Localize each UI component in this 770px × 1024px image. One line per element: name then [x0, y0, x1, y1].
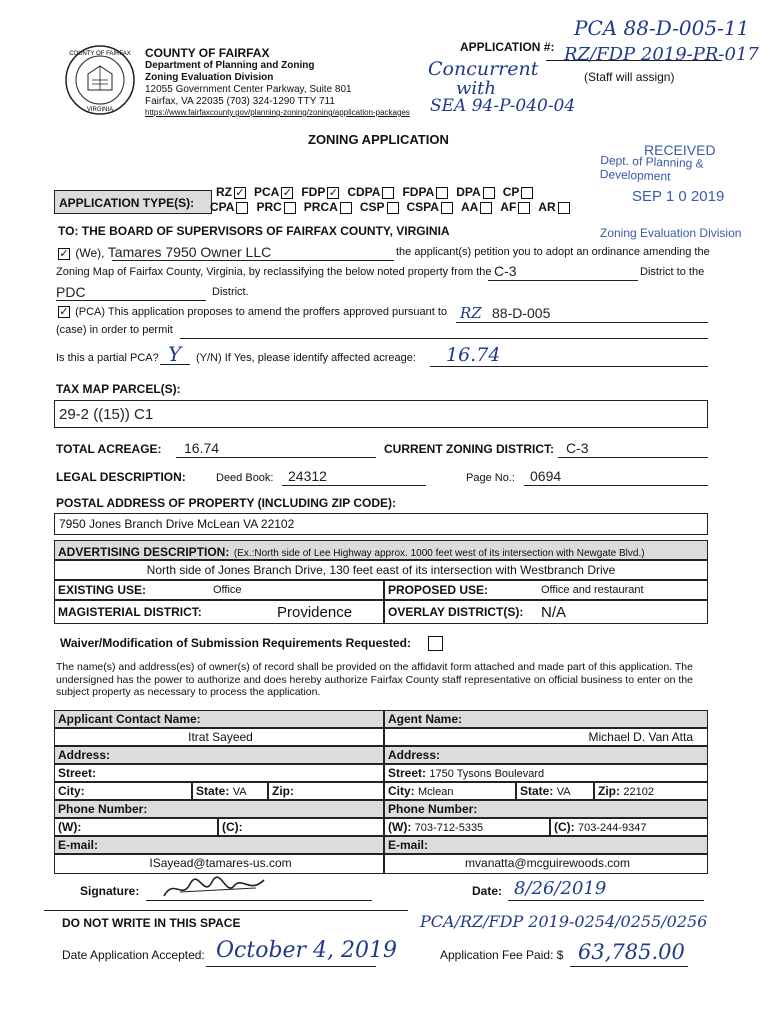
existing-use-label: EXISTING USE: [58, 583, 147, 597]
current-zoning-value[interactable]: C-3 [566, 440, 589, 456]
application-types-row-1 [216, 185, 541, 199]
we-label: (We), [75, 246, 105, 260]
pca-case-number[interactable]: 88-D-005 [492, 305, 551, 321]
advert-value-box[interactable] [54, 560, 708, 580]
app-type-label: CDPA [347, 185, 381, 199]
existing-use-value: Office [213, 584, 242, 596]
app-type-checkbox-cpa[interactable] [236, 202, 248, 214]
pca-checkbox[interactable]: ✓ [59, 306, 69, 319]
applicant-contact-name[interactable]: Itrat Sayeed [54, 728, 384, 746]
date-accepted-line [206, 966, 376, 967]
applicant-street-label: Street: [58, 766, 97, 780]
division-name: Zoning Evaluation Division [145, 72, 274, 83]
applicant-line [112, 260, 394, 261]
agent-city-label: City: [388, 784, 415, 798]
date-line [508, 900, 704, 901]
stamp-received: RECEIVED [644, 142, 716, 158]
app-type-cp [503, 185, 536, 199]
fee-paid: 63,785.00 [578, 940, 685, 964]
agent-email[interactable]: mvanatta@mcguirewoods.com [384, 854, 708, 874]
app-type-prc [256, 200, 297, 214]
app-type-label: CPA [210, 200, 235, 214]
app-type-fdpa [402, 185, 450, 199]
total-acreage-value[interactable]: 16.74 [184, 440, 220, 456]
applicant-state-label: State: [196, 784, 230, 798]
applicant-email[interactable]: ISayead@tamares-us.com [54, 854, 384, 874]
zoning-line [558, 457, 708, 458]
district-text: District. [212, 286, 249, 298]
date-label: Date: [472, 884, 503, 898]
to-board: TO: THE BOARD OF SUPERVISORS OF FAIRFAX COUNTY, VIRGINIA [58, 224, 450, 238]
app-type-pca [254, 185, 295, 199]
postal-address-value: 7950 Jones Branch Drive McLean VA 22102 [59, 517, 295, 531]
hw-concurrent: Concurrent [428, 58, 539, 80]
magisterial-value: Providence [277, 604, 353, 621]
signature-icon [160, 874, 270, 902]
existing-use-cell[interactable] [54, 580, 384, 600]
county-url[interactable]: https://www.fairfaxcounty.gov/planning-zoning/zoning/application-packages [145, 108, 410, 117]
total-acreage-line [176, 457, 376, 458]
deed-book-label: Deed Book: [216, 472, 274, 484]
magisterial-cell[interactable] [54, 600, 384, 624]
address-line-1: 12055 Government Center Parkway, Suite 801 [145, 84, 352, 95]
application-type-label: APPLICATION TYPE(S): [59, 196, 195, 210]
proposed-use-value: Office and restaurant [541, 584, 644, 596]
agent-cell-phone-cell[interactable] [550, 818, 708, 836]
address-line-2: Fairfax, VA 22035 (703) 324-1290 TTY 711 [145, 96, 335, 107]
divider [44, 910, 408, 911]
overlay-value: N/A [541, 604, 567, 621]
app-type-ar [538, 200, 571, 214]
app-type-checkbox-ar[interactable] [558, 202, 570, 214]
pca-line [56, 306, 447, 318]
fee-paid-label: Application Fee Paid: $ [440, 948, 564, 962]
applicant-email-header: E-mail: [54, 836, 384, 854]
agent-zip-label: Zip: [598, 784, 620, 798]
hw-case-numbers: PCA/RZ/FDP 2019-0254/0255/0256 [420, 912, 708, 931]
agent-street-cell[interactable] [384, 764, 708, 782]
app-type-cdpa [347, 185, 396, 199]
application-type-label-box [54, 190, 212, 214]
app-type-checkbox-prca[interactable] [340, 202, 352, 214]
app-type-af [500, 200, 532, 214]
app-type-label: FDPA [402, 185, 435, 199]
applicant-phone-header: Phone Number: [54, 800, 384, 818]
advert-label: ADVERTISING DESCRIPTION: [58, 545, 230, 559]
partial-yn-text: (Y/N) If Yes, please identify affected acreage: [196, 352, 416, 364]
agent-address-header: Address: [384, 746, 708, 764]
applicant-work-phone-cell[interactable] [54, 818, 218, 836]
app-type-label: CP [502, 185, 520, 199]
app-type-label: AR [538, 200, 556, 214]
partial-pca-answer[interactable]: Y [168, 342, 182, 366]
agent-state-value: VA [556, 786, 571, 798]
tax-map-label: TAX MAP PARCEL(S): [56, 382, 181, 396]
magisterial-label: MAGISTERIAL DISTRICT: [58, 605, 202, 619]
applicant-state-value: VA [232, 786, 247, 798]
advert-header [54, 540, 708, 560]
agent-w-value: 703-712-5335 [414, 822, 484, 834]
app-type-label: PRC [256, 200, 282, 214]
agent-street-label: Street: [388, 766, 427, 780]
app-type-checkbox-prc[interactable] [284, 202, 296, 214]
petition-text: the applicant(s) petition you to adopt an ordinance amending the [396, 246, 710, 258]
app-type-checkbox-aa[interactable] [480, 202, 492, 214]
app-type-rz [216, 185, 248, 199]
applicant-zip-cell[interactable] [268, 782, 384, 800]
agent-state-cell[interactable] [516, 782, 594, 800]
app-type-label: FDP [301, 185, 326, 199]
app-type-dpa [456, 185, 496, 199]
app-type-label: PRCA [303, 200, 338, 214]
applicant-cell-phone-cell[interactable] [218, 818, 384, 836]
app-type-checkbox-cdpa[interactable] [382, 187, 394, 199]
zoning-map-text: Zoning Map of Fairfax County, Virginia, by reclassifying the below noted property from the [56, 266, 492, 278]
proposed-use-label: PROPOSED USE: [388, 583, 489, 597]
app-type-label: AF [500, 200, 517, 214]
app-type-label: RZ [216, 185, 232, 199]
app-type-label: CSPA [406, 200, 439, 214]
app-type-label: CSP [359, 200, 385, 214]
seal-lettering: COUNTY OF FAIRFAX [69, 51, 131, 57]
tax-map-value: 29-2 ((15)) C1 [59, 406, 154, 423]
app-type-checkbox-af[interactable] [518, 202, 530, 214]
agent-c-value: 703-244-9347 [578, 822, 647, 834]
agent-street-value: 1750 Tysons Boulevard [429, 768, 545, 780]
applicant-w-label: (W): [58, 820, 82, 834]
advert-value: North side of Jones Branch Drive, 130 feet east of its intersection with Westbranch Drive [146, 563, 616, 577]
do-not-write: DO NOT WRITE IN THIS SPACE [62, 916, 241, 930]
app-type-aa [461, 200, 494, 214]
total-acreage-label: TOTAL ACREAGE: [56, 442, 162, 456]
from-district[interactable]: C-3 [494, 263, 517, 279]
current-zoning-label: CURRENT ZONING DISTRICT: [384, 442, 554, 456]
agent-phone-header: Phone Number: [384, 800, 708, 818]
postal-address-box[interactable] [54, 513, 708, 535]
signed-date[interactable]: 8/26/2019 [514, 878, 607, 899]
overlay-label: OVERLAY DISTRICT(S): [388, 605, 524, 619]
legal-desc-label: LEGAL DESCRIPTION: [56, 470, 186, 484]
hw-rz-number: RZ/FDP 2019-PR-017 [564, 44, 759, 65]
agent-work-phone-cell[interactable] [384, 818, 550, 836]
stamp-division: Zoning Evaluation Division [600, 226, 742, 240]
hw-with: with [456, 78, 496, 99]
waiver-label: Waiver/Modification of Submission Requirements Requested: [60, 636, 411, 650]
case-permit-text: (case) in order to permit [56, 324, 173, 336]
app-type-prca [304, 200, 354, 214]
date-accepted: October 4, 2019 [216, 938, 398, 963]
applicant-city-cell[interactable] [54, 782, 192, 800]
proposed-use-cell[interactable] [384, 580, 708, 600]
app-type-checkbox-dpa[interactable] [483, 187, 495, 199]
app-type-cpa [210, 200, 250, 214]
app-type-label: DPA [456, 185, 481, 199]
applicant-zip-label: Zip: [272, 784, 294, 798]
app-type-label: AA [460, 200, 479, 214]
we-line [56, 244, 271, 260]
app-type-checkbox-fdp[interactable]: ✓ [328, 186, 338, 199]
hw-sea-number: SEA 94-P-040-04 [430, 96, 576, 116]
staff-assign-note: (Staff will assign) [584, 70, 675, 84]
agent-state-label: State: [520, 784, 554, 798]
applicant-c-label: (C): [222, 820, 243, 834]
postal-address-label: POSTAL ADDRESS OF PROPERTY (INCLUDING ZIP CODE): [56, 496, 397, 510]
signature-label: Signature: [80, 884, 140, 898]
app-type-cspa [407, 200, 455, 214]
fee-line [570, 966, 688, 967]
partial-line [160, 364, 190, 365]
deed-line [282, 485, 426, 486]
tax-map-box[interactable] [54, 400, 708, 428]
applicant-street-cell[interactable] [54, 764, 384, 782]
pca-case-prefix: RZ [460, 304, 482, 322]
signature-mark [160, 874, 270, 907]
stamp-dept: Dept. of Planning & Development [599, 153, 704, 184]
applicant-city-label: City: [58, 784, 85, 798]
to-district[interactable]: PDC [56, 284, 86, 300]
waiver-text: The name(s) and address(es) of owner(s) of record shall be provided on the affidavit form attached and made part of this application. The undersigned has the power to authorize and does hereby authorize Fairfax County staff representative on official business to enter on the subject property as necessary to process the application. [56, 661, 694, 698]
overlay-cell[interactable] [384, 600, 708, 624]
app-type-checkbox-cspa[interactable] [441, 202, 453, 214]
stamp-date: SEP 1 0 2019 [632, 188, 725, 205]
seal-icon [64, 44, 136, 116]
app-type-checkbox-cp[interactable] [521, 187, 533, 199]
we-checkbox[interactable]: ✓ [59, 247, 69, 260]
agent-w-label: (W): [388, 820, 412, 834]
district-to-text: District to the [640, 266, 705, 278]
dept-name: Department of Planning and Zoning [145, 60, 315, 71]
agent-zip-cell[interactable] [594, 782, 708, 800]
page-no-value[interactable]: 0694 [530, 468, 562, 484]
agent-c-label: (C): [554, 820, 575, 834]
agent-email-header: E-mail: [384, 836, 708, 854]
agent-city-value: Mclean [418, 786, 454, 798]
partial-pca-question: Is this a partial PCA? [56, 352, 159, 364]
applicant-address-header: Address: [54, 746, 384, 764]
date-accepted-label: Date Application Accepted: [62, 948, 205, 962]
app-type-checkbox-pca[interactable]: ✓ [282, 186, 292, 199]
permit-line [180, 338, 708, 339]
pca-text: (PCA) This application proposes to amend the proffers approved pursuant to [75, 306, 448, 318]
agent-name[interactable]: Michael D. Van Atta [384, 728, 708, 746]
deed-book-value[interactable]: 24312 [288, 468, 327, 484]
applicant-name[interactable]: Tamares 7950 Owner LLC [107, 244, 272, 260]
agent-name-header: Agent Name: [384, 710, 708, 728]
county-seal [64, 44, 136, 116]
county-name: COUNTY OF FAIRFAX [145, 46, 270, 60]
app-type-checkbox-fdpa[interactable] [436, 187, 448, 199]
from-district-line [488, 280, 638, 281]
applicant-state-cell[interactable] [192, 782, 268, 800]
app-type-label: PCA [254, 185, 280, 199]
advert-example: (Ex.:North side of Lee Highway approx. 1000 feet west of its intersection with Newgate Blvd.) [233, 548, 645, 559]
application-number-label: APPLICATION #: [460, 40, 555, 54]
waiver-checkbox[interactable] [428, 636, 443, 651]
pca-case-line [456, 322, 708, 323]
affected-acreage[interactable]: 16.74 [446, 344, 501, 366]
agent-zip-value: 22102 [623, 786, 654, 798]
svg-text:VIRGINIA: VIRGINIA [86, 107, 114, 113]
page-no-label: Page No.: [466, 472, 515, 484]
form-title: ZONING APPLICATION [308, 132, 449, 147]
applicant-contact-header: Applicant Contact Name: [54, 710, 384, 728]
hw-pca-number: PCA 88-D-005-11 [574, 16, 750, 40]
acreage-line [430, 366, 708, 367]
application-types-row-2 [210, 200, 578, 214]
app-type-fdp [301, 185, 341, 199]
app-type-checkbox-rz[interactable]: ✓ [235, 186, 245, 199]
page-line [524, 485, 708, 486]
app-type-csp [360, 200, 401, 214]
to-district-line [56, 300, 206, 301]
agent-city-cell[interactable] [384, 782, 516, 800]
app-type-checkbox-csp[interactable] [387, 202, 399, 214]
